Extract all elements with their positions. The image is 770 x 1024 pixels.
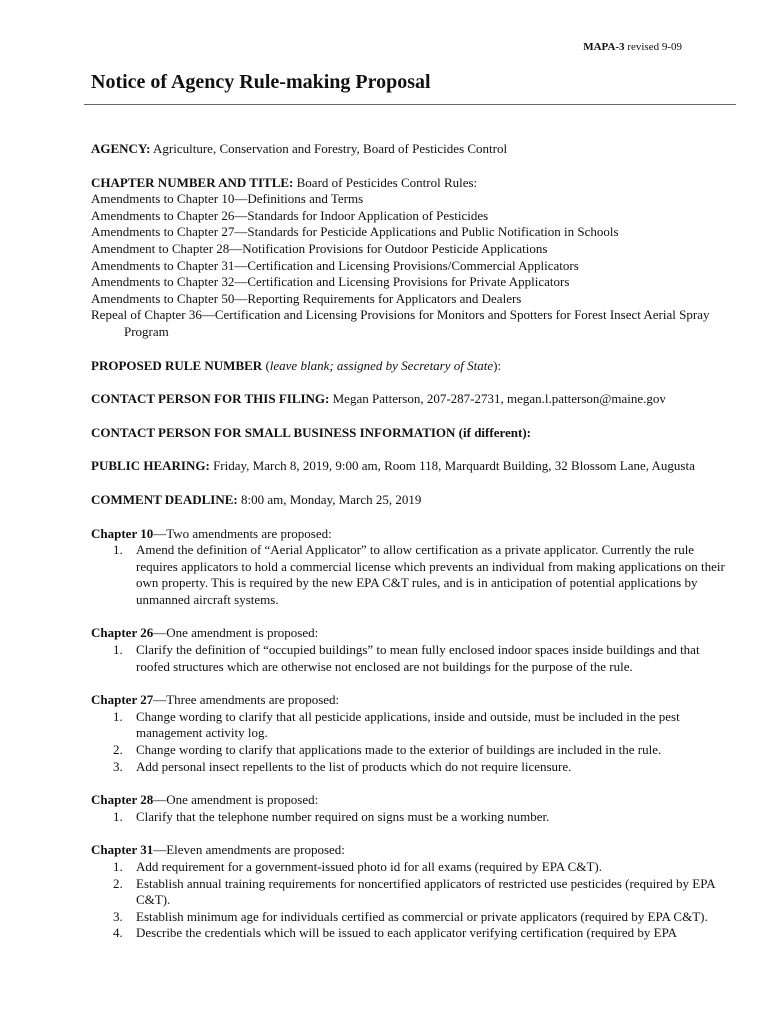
item-text: Describe the credentials which will be issued to each applicator verifying certification (required by EPA bbox=[136, 925, 677, 941]
list-item bbox=[91, 709, 736, 742]
item-number: 2. bbox=[113, 742, 123, 758]
agency-section bbox=[91, 141, 736, 158]
list-item bbox=[91, 542, 736, 608]
proposed-rule-note: leave blank; assigned by Secretary of State bbox=[269, 357, 494, 373]
item-number: 1. bbox=[113, 808, 123, 824]
chapter-name: Chapter 10 bbox=[91, 525, 154, 541]
agency-label: AGENCY: bbox=[91, 141, 151, 156]
hearing-label: PUBLIC HEARING: bbox=[91, 458, 210, 474]
item-text: Establish minimum age for individuals certified as commercial or private applicators (required by EPA C&T). bbox=[136, 908, 708, 924]
chapter-block bbox=[91, 692, 736, 775]
chapter-title-label: CHAPTER NUMBER AND TITLE: bbox=[91, 174, 294, 190]
item-text: Amend the definition of “Aerial Applicator” to allow certification as a private applicator. Currently the rule requires applicators to hold a commercial license which prevents an individual from making applications on their own property. This is required by the new EPA C&T rules, and is in anticipation of potential applications by unmanned aircraft systems. bbox=[136, 542, 725, 607]
deadline-label: COMMENT DEADLINE: bbox=[91, 491, 238, 507]
agency-value: Agriculture, Conservation and Forestry, Board of Pesticides Control bbox=[153, 141, 508, 156]
chapter-block bbox=[91, 526, 736, 609]
hearing-value: Friday, March 8, 2019, 9:00 am, Room 118, Marquardt Building, 32 Blossom Lane, Augusta bbox=[213, 458, 695, 474]
item-text: Change wording to clarify that applications made to the exterior of buildings are included in the rule. bbox=[136, 742, 662, 758]
chapter-heading bbox=[91, 526, 736, 543]
item-text: Add personal insect repellents to the list of products which do not require licensure. bbox=[136, 758, 572, 774]
chapter-line: Amendment to Chapter 28—Notification Provisions for Outdoor Pesticide Applications bbox=[91, 240, 548, 256]
chapter-name: Chapter 31 bbox=[91, 842, 154, 858]
chapter-line: Amendments to Chapter 50—Reporting Requirements for Applicators and Dealers bbox=[91, 290, 522, 306]
small-business-section bbox=[91, 425, 736, 442]
list-item bbox=[91, 642, 736, 675]
form-identifier bbox=[583, 39, 682, 56]
chapter-heading bbox=[91, 692, 736, 709]
chapter-intro: —One amendment is proposed: bbox=[153, 792, 319, 808]
chapter-title-value: Board of Pesticides Control Rules: bbox=[296, 174, 478, 190]
item-text: Add requirement for a government-issued photo id for all exams (required by EPA C&T). bbox=[136, 859, 602, 874]
chapter-amendments bbox=[91, 526, 736, 942]
small-business-label: CONTACT PERSON FOR SMALL BUSINESS INFORMATION (if different): bbox=[91, 424, 531, 440]
hearing-section bbox=[91, 458, 736, 475]
contact-label: CONTACT PERSON FOR THIS FILING: bbox=[91, 391, 330, 407]
chapter-line: Amendments to Chapter 26—Standards for Indoor Application of Pesticides bbox=[91, 207, 489, 223]
deadline-value: 8:00 am, Monday, March 25, 2019 bbox=[241, 491, 422, 507]
chapter-name: Chapter 27 bbox=[91, 692, 154, 708]
chapter-title-section bbox=[91, 175, 736, 341]
item-number: 1. bbox=[113, 859, 123, 874]
title-divider bbox=[84, 104, 736, 105]
chapter-title-heading bbox=[91, 175, 736, 192]
item-text: Clarify the definition of “occupied buildings” to mean fully enclosed indoor spaces inside buildings and that roofed structures which are otherwise not enclosed are not buildings for the purpose of the rule. bbox=[136, 642, 700, 674]
chapter-line: Amendments to Chapter 10—Definitions and Terms bbox=[91, 191, 364, 207]
document-body bbox=[91, 141, 736, 959]
proposed-rule-section: PROPOSED RULE NUMBER (leave blank; assigned by Secretary of State): bbox=[91, 357, 502, 373]
item-number: 3. bbox=[113, 758, 123, 774]
form-revision: revised 9-09 bbox=[627, 41, 682, 53]
chapter-line: Amendments to Chapter 32—Certification and Licensing Provisions for Private Applicators bbox=[91, 274, 570, 290]
item-number: 3. bbox=[113, 908, 123, 924]
amendment-list bbox=[91, 859, 736, 942]
chapter-heading bbox=[91, 842, 736, 859]
item-text: Establish annual training requirements for noncertified applicators of restricted use pesticides (required by EPA C&T). bbox=[136, 875, 715, 908]
list-item bbox=[91, 876, 736, 909]
item-number: 1. bbox=[113, 542, 123, 558]
chapter-block bbox=[91, 842, 736, 942]
list-item bbox=[91, 742, 736, 759]
chapter-name: Chapter 26 bbox=[91, 625, 154, 641]
chapter-block bbox=[91, 625, 736, 675]
item-number: 2. bbox=[113, 875, 123, 891]
chapter-intro: —Eleven amendments are proposed: bbox=[153, 842, 345, 858]
chapter-line: Amendments to Chapter 31—Certification and Licensing Provisions/Commercial Applicators bbox=[91, 257, 579, 273]
amendment-list bbox=[91, 642, 736, 675]
item-number: 4. bbox=[113, 925, 123, 941]
item-text: Clarify that the telephone number required on signs must be a working number. bbox=[136, 808, 550, 824]
chapter-intro: —Three amendments are proposed: bbox=[153, 692, 340, 708]
contact-value: Megan Patterson, 207-287-2731, megan.l.patterson@maine.gov bbox=[332, 391, 666, 407]
list-item bbox=[91, 809, 736, 826]
chapter-heading bbox=[91, 625, 736, 642]
chapter-line: Repeal of Chapter 36—Certification and Licensing Provisions for Monitors and Spotters for Forest Insect Aerial Spray Program bbox=[91, 307, 710, 339]
list-item bbox=[91, 859, 736, 876]
amendment-list bbox=[91, 542, 736, 608]
contact-section bbox=[91, 391, 736, 408]
amendment-list bbox=[91, 809, 736, 826]
list-item bbox=[91, 759, 736, 776]
form-code: MAPA-3 bbox=[583, 41, 625, 53]
list-item bbox=[91, 925, 736, 942]
item-number: 1. bbox=[113, 642, 123, 658]
page-title: Notice of Agency Rule-making Proposal bbox=[91, 71, 431, 93]
amendment-list bbox=[91, 709, 736, 775]
chapter-intro: —Two amendments are proposed: bbox=[153, 525, 332, 541]
chapter-block bbox=[91, 792, 736, 825]
chapter-line: Amendments to Chapter 27—Standards for Pesticide Applications and Public Notification in Schools bbox=[91, 224, 619, 240]
chapter-name: Chapter 28 bbox=[91, 792, 154, 808]
list-item bbox=[91, 909, 736, 926]
chapter-heading bbox=[91, 792, 736, 809]
item-text: Change wording to clarify that all pesticide applications, inside and outside, must be included in the pest management activity log. bbox=[136, 708, 680, 741]
item-number: 1. bbox=[113, 708, 123, 724]
deadline-section bbox=[91, 492, 736, 509]
proposed-rule-label: PROPOSED RULE NUMBER bbox=[91, 357, 263, 373]
chapter-intro: —One amendment is proposed: bbox=[153, 625, 319, 641]
